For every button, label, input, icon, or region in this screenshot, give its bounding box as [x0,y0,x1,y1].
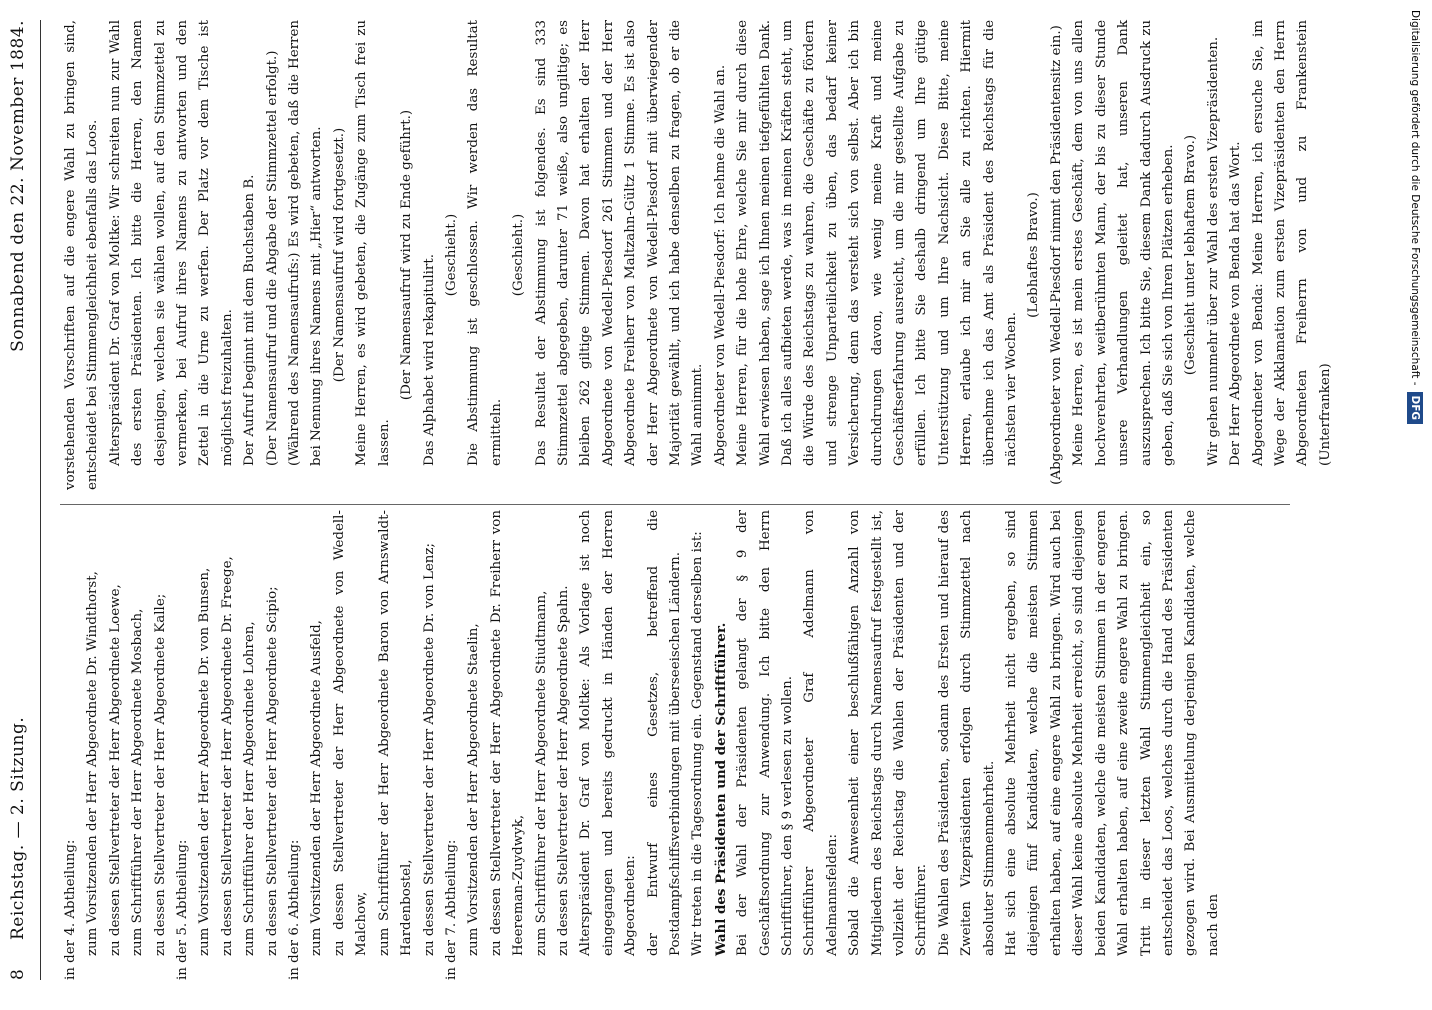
left-column-paragraph: Hat sich eine absolute Mehrheit nicht ergeben, so sind diejenigen fünf Kandidaten, welche die meisten Stimmen erhalten haben, auf eine engere Wahl zu bringen. Wird auch bei dieser Wahl keine absolute Mehrheit erreicht, so sind diejenigen beiden Kandidaten, welche die meisten Stimmen in der engeren Wahl erhalten haben, auf eine zweite engere Wahl zu bringen. Tritt in dieser letzten Wahl Stimmengleichheit ein, so entscheidet das Loos, welches durch die Hand des Präsidenten gezogen wird. Bei Ausmittelung derjenigen Kandidaten, welche nach den [1004,510,1221,956]
left-column-paragraph: Wahl des Präsidenten und der Schriftführer. [712,622,729,956]
left-column-paragraph: zu dessen Stellvertreter der Herr Abgeordnete Scipio; [264,586,280,956]
right-column-paragraph: Meine Herren, es wird gebeten, die Zugänge zum Tisch frei zu lassen. [354,20,392,466]
right-column-paragraph: Abgeordneter von Wedell-Piesdorf: Ich nehme die Wahl an. [712,64,728,466]
left-column-paragraph: Die Wahlen des Präsidenten, sodann des Ersten und hierauf des Zweiten Vizepräsidenten erfolgen durch Stimmzettel nach absoluter Stimmenmehrheit. [936,510,997,956]
left-column-paragraph: zu dessen Stellvertreter der Herr Abgeordnete von Wedell-Malchow, [331,510,370,956]
dfg-logo: DFG [1407,392,1423,425]
left-column-paragraph: Wir treten in die Tagesordnung ein. Gegenstand derselben ist: [690,531,706,956]
dfg-stamp-text [1398,0,1432,1010]
left-column-paragraph: in der 4. Abtheilung: [63,839,78,980]
left-column-paragraph: in der 7. Abtheilung: [443,839,459,980]
left-column-paragraph: zum Vorsitzenden der Herr Abgeordnete Dr. Windthorst, [85,571,101,956]
page-header [0,20,40,980]
header-rule [40,20,41,980]
right-column-paragraph: Alterspräsident Dr. Graf von Moltke: Wir schreiten nun zur Wahl des ersten Präsidenten. Ich bitte die Herren, den Namen desjenigen, welchen sie wählen wollen, auf den Stimmzettel zu vermerken, bei Aufruf ihres Namens zu antworten und den Zettel in die Urne zu werfen. Der Platz vor dem Tische ist möglichst freizuhalten. [107,20,235,466]
left-column-paragraph: zum Schriftführer der Herr Abgeordnete Baron von Arnswaldt-Hardenbostel, [376,510,415,956]
dfg-stamp [1398,0,1432,1000]
right-column-paragraph: (Der Namensaufruf und die Abgabe der Stimmzettel erfolgt.) [264,50,280,466]
left-column-paragraph: der Entwurf eines Gesetzes, betreffend die Postdampfschiffsverbindungen mit überseeischen Ländern. [645,510,683,956]
left-column-paragraph: zum Schriftführer der Herr Abgeordnete Lohren, [242,621,258,956]
right-column-paragraph: Abgeordneter von Benda: Meine Herren, ich ersuche Sie, im Wege der Akklamation zum ersten Vizepräsidenten den Herrn Abgeordneten Freiherrn von und zu Frankenstein (Unterfranken) [1250,20,1333,466]
column-divider [60,504,1290,505]
left-column-paragraph: zu dessen Stellvertreter der Herr Abgeordnete Dr. Freege, [219,556,235,956]
right-column-paragraph: Das Alphabet wird rekapitulirt. [421,254,437,466]
left-column [60,510,1290,980]
left-column-paragraph: Schriftführer Abgeordneter Graf Adelmann von Adelmannsfelden: [802,510,840,956]
left-column-paragraph: zum Vorsitzenden der Herr Abgeordnete Staelin, [466,623,482,956]
left-column-paragraph: zu dessen Stellvertreter der Herr Abgeordnete Spahn. [555,585,571,956]
right-column-paragraph: (Geschieht.) [443,213,459,297]
right-column-paragraph: Der Herr Abgeordnete von Benda hat das Wort. [1228,141,1244,466]
right-column-paragraph: vorstehenden Vorschriften auf die engere Wahl zu bringen sind, entscheidet bei Stimmengleichheit ebenfalls das Loos. [63,20,101,490]
right-column-paragraph: (Geschieht unter lebhaftem Bravo.) [1183,134,1199,376]
right-column-paragraph: (Lebhaftes Bravo.) [1026,192,1042,318]
page-number: 8 [8,968,28,980]
right-column-paragraph: Das Resultat der Abstimmung ist folgendes. Es sind 333 Stimmzettel abgegeben, darunter 71 weiße, also ungiltige; es bleiben 262 giltige Stimmen. Davon hat erhalten der Herr Abgeordnete von Wedell-Piesdorf 261 Stimmen und der Herr Abgeordnete Freiherr von Maltzahn-Gültz 1 Stimme. Es ist also der Herr Abgeordnete von Wedell-Piesdorf mit überwiegender Majorität gewählt, und ich habe denselben zu fragen, ob er die Wahl annimmt. [533,20,706,466]
right-column-paragraph: Wir gehen nunmehr über zur Wahl des ersten Vizepräsidenten. [1205,36,1221,466]
right-column-paragraph: Die Abstimmung ist geschlossen. Wir werden das Resultat ermitteln. [466,20,504,466]
right-column-paragraph: (Abgeordneter von Wedell-Piesdorf nimmt den Präsidentensitz ein.) [1048,25,1064,485]
left-column-paragraph: zum Schriftführer der Herr Abgeordnete Stiudtmann, [533,590,549,956]
left-column-paragraph: Bei der Wahl der Präsidenten gelangt der § 9 der Geschäftsordnung zur Anwendung. Ich bitte den Herrn Schriftführer, den § 9 verlesen zu wollen. [735,510,795,956]
left-column-paragraph: zu dessen Stellvertreter der Herr Abgeordnete Dr. Freiherr von Heereman-Zuydwyk, [488,510,527,956]
header-left-title: Reichstag. — 2. Sitzung. [8,716,28,940]
left-column-paragraph: zu dessen Stellvertreter der Herr Abgeordnete Loewe, [107,584,123,956]
right-column [60,20,1333,490]
left-column-paragraph: zum Vorsitzenden der Herr Abgeordnete Dr. von Bunsen, [197,567,213,956]
right-column-paragraph: Der Aufruf beginnt mit dem Buchstaben B. [242,174,258,466]
right-column-paragraph: (Der Namensaufruf wird fortgesetzt.) [331,127,347,383]
left-column-paragraph: Sobald die Anwesenheit einer beschlußfähigen Anzahl von Mitgliedern des Reichstags durch Namensaufruf festgestellt ist, vollzieht der Reichstag die Wahlen der Präsidenten und der Schriftführer. [847,510,930,956]
left-column-paragraph: zum Vorsitzenden der Herr Abgeordnete Ausfeld, [309,620,325,956]
left-column-paragraph: in der 5. Abtheilung: [175,839,191,980]
header-right-title: Sonnabend den 22. November 1884. [8,20,28,352]
left-column-paragraph: zu dessen Stellvertreter der Herr Abgeordnete Dr. von Lenz; [421,543,437,956]
left-column-paragraph: zu dessen Stellvertreter der Herr Abgeordnete Kalle; [152,593,168,956]
right-column-paragraph: (Der Namensaufruf wird zu Ende geführt.) [399,109,415,401]
right-column-paragraph: (Geschieht.) [511,213,527,297]
right-column-paragraph: (Während des Namensaufrufs:) Es wird gebeten, daß die Herren bei Nennung ihres Namens mit „Hier“ antworten. [287,20,325,466]
right-column-paragraph: Meine Herren, es ist mein erstes Geschäft, dem von uns allen hochverehrten, weitberühmten Mann, der bis zu dieser Stunde unsere Verhandlungen geleitet hat, unseren Dank auszusprechen. Ich bitte Sie, diesem Dank dadurch Ausdruck zu geben, daß Sie sich von Ihren Plätzen erheben. [1071,20,1176,466]
left-column-paragraph: Alterspräsident Dr. Graf von Moltke: Als Vorlage ist noch eingegangen und bereits gedruckt in Händen der Herren Abgeordneten: [578,510,639,956]
right-column-paragraph: Meine Herren, für die hohe Ehre, welche Sie mir durch diese Wahl erwiesen haben, sage ich Ihnen meinen tiefgefühlten Dank. Daß ich alles aufbieten werde, was in meinen Kräften steht, um die Würde des Reichstags zu wahren, die Geschäfte zu fördern und strenge Unparteilichkeit zu üben, das bedarf keiner Versicherung, denn das versteht sich von selbst. Aber ich bin durchdrungen davon, wie wenig meine Kraft und meine Geschäftserfahrung ausreicht, um die mir gestellte Aufgabe zu erfüllen. Ich bitte Sie deshalb dringend um Ihre gütige Unterstützung und um Ihre Nachsicht. Diese Bitte, meine Herren, erlaube ich mir an Sie alle zu richten. Hiermit übernehme ich das Amt als Präsident des Reichstags für die nächsten vier Wochen. [735,20,1020,466]
dfg-funding-note: Digitalisierung gefördert durch die Deutsche Forschungsgemeinschaft - [1409,10,1421,386]
left-column-paragraph: zum Schriftführer der Herr Abgeordnete Mosbach, [130,608,146,956]
left-column-paragraph: in der 6. Abtheilung: [287,839,303,980]
